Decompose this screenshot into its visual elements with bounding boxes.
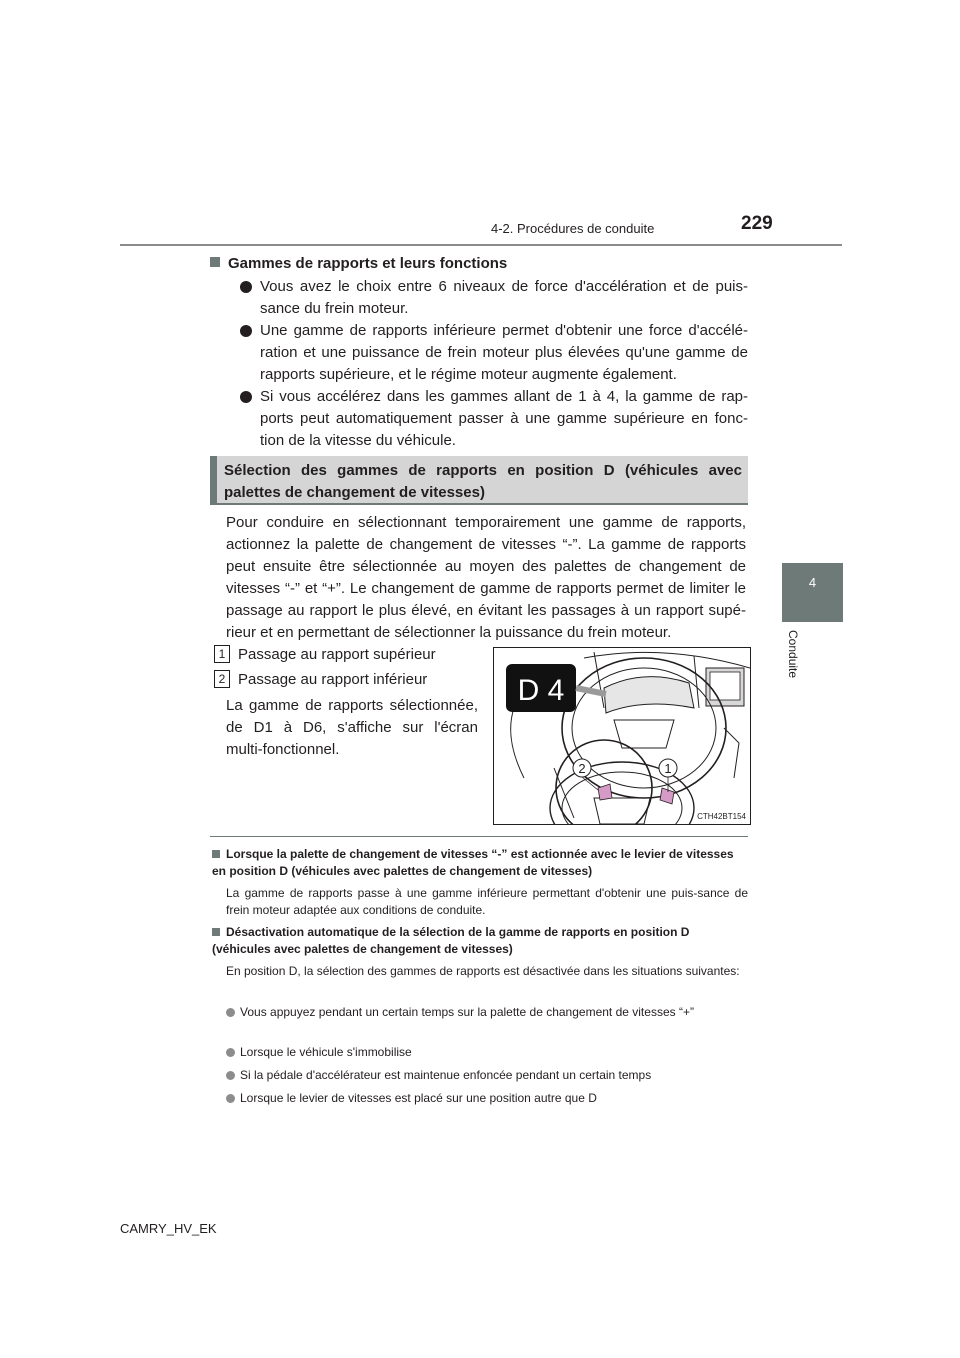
- note-bullet-text: Lorsque le véhicule s'immobilise: [240, 1045, 412, 1059]
- bullet-item: [240, 276, 748, 320]
- heading-accent-bar: [210, 456, 217, 504]
- note-body: La gamme de rapports passe à une gamme inférieure permettant d'obtenir une puis-sance de frein moteur adaptée aux conditions de conduite.: [226, 886, 748, 917]
- numbered-item-text: Passage au rapport inférieur: [238, 671, 428, 688]
- chapter-number: 4: [808, 575, 817, 590]
- page-number: 229: [741, 213, 773, 234]
- number-badge: 1: [214, 645, 230, 663]
- numbered-item: [214, 670, 427, 688]
- notes-separator: [210, 836, 748, 837]
- round-bullet-icon: [226, 1048, 235, 1057]
- body-paragraph: Pour conduire en sélectionnant temporairement une gamme de rapports, actionnez la palette de changement de vitesses “-”. La gamme de rapports peut ensuite être sélectionnée au moyen des palettes de changement de vitesses “-” et “+”. Le changement de gamme de rapports permet de limiter le passage au rapport le plus élevé, en évitant les passages à un rapport supé-rieur et en permettant de sélectionner la puissance du frein moteur.: [226, 514, 746, 641]
- note-bullet: [226, 1004, 748, 1021]
- note-title: [212, 924, 748, 958]
- callout-2-label: 2: [578, 761, 586, 776]
- note-title: [212, 846, 748, 880]
- note-bullet-text: Vous appuyez pendant un certain temps sur la palette de changement de vitesses “+”: [240, 1005, 694, 1019]
- section-title-text: Gammes de rapports et leurs fonctions: [228, 255, 508, 272]
- running-header-section: 4-2. Procédures de conduite: [491, 221, 655, 236]
- number-badge: 2: [214, 670, 230, 688]
- chapter-label-text: Conduite: [786, 630, 800, 679]
- bullet-text: Vous avez le choix entre 6 niveaux de force d'accélération et de puis-sance du frein moteur.: [260, 278, 748, 317]
- note-bullet-text: Si la pédale d'accélérateur est maintenue enfoncée pendant un certain temps: [240, 1068, 652, 1082]
- square-bullet-icon: [210, 257, 220, 267]
- illustration-code: CTH42BT154: [697, 812, 746, 821]
- bullet-text: Une gamme de rapports inférieure permet d'obtenir une force d'accélé-ration et une puissance de frein moteur plus élevées qu'une gamme de rapports supérieure, et le régime moteur augmente également.: [260, 322, 748, 383]
- round-bullet-icon: [226, 1008, 235, 1017]
- round-bullet-icon: [226, 1071, 235, 1080]
- callout-1-label: 1: [664, 761, 672, 776]
- round-bullet-icon: [226, 1094, 235, 1103]
- bullet-item: [240, 386, 748, 452]
- note-title-text: Désactivation automatique de la sélection de la gamme de rapports en position D (véhicules avec palettes de changement de vitesses): [212, 925, 690, 956]
- square-bullet-icon: [212, 850, 220, 858]
- note-bullet: [226, 1067, 748, 1084]
- note-body: En position D, la sélection des gammes de rapports est désactivée dans les situations suivantes:: [226, 964, 740, 978]
- round-bullet-icon: [240, 391, 252, 403]
- bullet-text: Si vous accélérez dans les gammes allant de 1 à 4, la gamme de rap-ports peut automatiquement passer à une gamme supérieure en fonc-tion de la vitesse du véhicule.: [260, 388, 748, 449]
- note-bullet: [226, 1044, 748, 1061]
- document-footer: CAMRY_HV_EK: [120, 1221, 217, 1236]
- square-bullet-icon: [212, 928, 220, 936]
- note-title-text: Lorsque la palette de changement de vitesses “-” est actionnée avec le levier de vitesses en position D (véhicules avec palettes de changement de vitesses): [212, 847, 734, 878]
- numbered-item-text: Passage au rapport supérieur: [238, 646, 436, 663]
- description-text: La gamme de rapports sélectionnée, de D1 à D6, s'affiche sur l'écran multi-fonctionnel.: [226, 697, 478, 758]
- note-bullet: [226, 1090, 748, 1107]
- numbered-item: [214, 645, 436, 663]
- bullet-item: [240, 320, 748, 386]
- heading-text: Sélection des gammes de rapports en position D (véhicules avec palettes de changement de vitesses): [224, 462, 742, 501]
- round-bullet-icon: [240, 281, 252, 293]
- note-bullet-text: Lorsque le levier de vitesses est placé sur une position autre que D: [240, 1091, 597, 1105]
- gear-display-text: D 4: [517, 674, 565, 707]
- round-bullet-icon: [240, 325, 252, 337]
- section-title: [210, 255, 507, 272]
- steering-wheel-illustration: [493, 647, 751, 825]
- steering-wheel-drawing: [494, 648, 750, 824]
- chapter-label: [784, 630, 804, 710]
- header-rule: [120, 244, 842, 246]
